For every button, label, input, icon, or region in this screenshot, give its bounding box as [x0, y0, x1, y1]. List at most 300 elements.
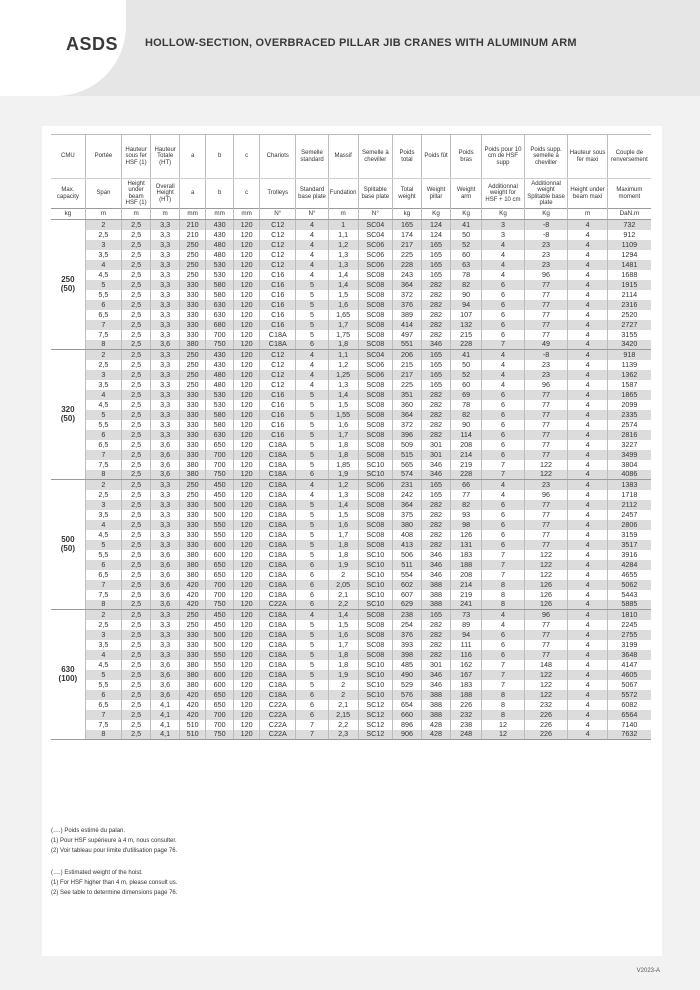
table-cell: 215	[392, 360, 421, 370]
table-row	[51, 520, 651, 530]
table-cell: 12	[482, 720, 525, 730]
table-cell: 2	[328, 690, 358, 700]
table-cell: 4	[568, 700, 607, 710]
table-cell: SC10	[358, 690, 392, 700]
table-cell: 420	[180, 700, 206, 710]
table-row	[51, 550, 651, 560]
headers-en-cell: Fundation	[328, 179, 358, 209]
headers-en-cell: c	[234, 179, 260, 209]
table-cell: 120	[234, 630, 260, 640]
table-cell: 6	[482, 280, 525, 290]
units-cell: Kg	[482, 209, 525, 220]
table-cell: 282	[422, 290, 451, 300]
table-cell: 77	[524, 320, 568, 330]
table-row	[51, 320, 651, 330]
table-cell: 4	[568, 460, 607, 470]
table-cell: 2,5	[122, 390, 151, 400]
table-cell: 330	[180, 430, 206, 440]
units-cell: m	[151, 209, 180, 220]
headers-en-cell: Additionnal weight Splitable base plate	[524, 179, 568, 209]
table-row	[51, 680, 651, 690]
table-cell: C12	[260, 350, 296, 360]
table-cell: C16	[260, 420, 296, 430]
table-cell: 122	[524, 670, 568, 680]
table-cell: 330	[180, 510, 206, 520]
table-cell: C18A	[260, 690, 296, 700]
table-cell: 2112	[607, 500, 651, 510]
table-cell: 700	[206, 450, 234, 460]
table-cell: 1,9	[328, 470, 358, 480]
units-cell: N°	[358, 209, 392, 220]
table-cell: 4	[568, 500, 607, 510]
table-cell: 6	[482, 310, 525, 320]
table-cell: 732	[607, 220, 651, 230]
headers-fr-cell: Portée	[85, 135, 121, 179]
table-cell: 282	[422, 420, 451, 430]
table-cell: 3,3	[151, 490, 180, 500]
table-row	[51, 400, 651, 410]
table-cell: 6	[482, 530, 525, 540]
table-cell: 3,6	[151, 550, 180, 560]
table-cell: 430	[206, 230, 234, 240]
table-cell: 3,5	[85, 250, 121, 260]
table-cell: 1915	[607, 280, 651, 290]
table-cell: 1,8	[328, 660, 358, 670]
table-cell: SC08	[358, 310, 392, 320]
table-cell: SC06	[358, 250, 392, 260]
table-cell: 126	[524, 600, 568, 610]
table-cell: 120	[234, 250, 260, 260]
headers-en-cell: Total weight	[392, 179, 421, 209]
table-cell: SC06	[358, 480, 392, 490]
table-cell: 330	[180, 320, 206, 330]
table-cell: 120	[234, 310, 260, 320]
table-cell: SC12	[358, 720, 392, 730]
table-cell: 4	[296, 480, 328, 490]
table-cell: 120	[234, 270, 260, 280]
table-cell: 4	[482, 250, 525, 260]
table-cell: SC06	[358, 240, 392, 250]
table-cell: 7632	[607, 730, 651, 740]
table-cell: 4	[296, 260, 328, 270]
table-cell: 6	[296, 560, 328, 570]
table-cell: 120	[234, 620, 260, 630]
table-cell: 8	[482, 690, 525, 700]
table-cell: 4	[568, 620, 607, 630]
table-cell: 5	[296, 620, 328, 630]
table-cell: 7,5	[85, 590, 121, 600]
table-cell: 120	[234, 280, 260, 290]
table-cell: 2457	[621, 509, 638, 519]
table-cell: SC10	[358, 670, 392, 680]
capacity-sub-value: (50)	[60, 543, 75, 553]
table-cell: 330	[180, 310, 206, 320]
table-cell: 5	[296, 630, 328, 640]
table-cell: 2,1	[328, 590, 358, 600]
table-row	[51, 600, 651, 610]
page-header	[0, 0, 700, 96]
table-cell: 2	[328, 680, 358, 690]
table-cell: 3,6	[151, 340, 180, 350]
table-row	[51, 660, 651, 670]
table-cell: 120	[234, 470, 260, 480]
table-cell: 165	[422, 250, 451, 260]
table-row	[51, 620, 651, 630]
table-cell: 5	[296, 640, 328, 650]
table-cell: 250	[180, 620, 206, 630]
table-cell: 515	[392, 450, 421, 460]
capacity-cell	[51, 480, 85, 610]
table-cell: SC08	[358, 290, 392, 300]
headers-en-cell: Height under beam maxi	[568, 179, 607, 209]
table-row	[51, 340, 651, 350]
table-cell: 7	[296, 720, 328, 730]
table-cell: 2,5	[122, 700, 151, 710]
table-cell: 120	[234, 220, 260, 230]
table-cell: 8	[85, 600, 121, 610]
table-cell: 6	[482, 440, 525, 450]
table-cell: 250	[180, 270, 206, 280]
table-cell: 1362	[607, 370, 651, 380]
table-cell: 529	[392, 680, 421, 690]
table-cell: 376	[392, 300, 421, 310]
table-cell: 3,3	[151, 510, 180, 520]
headers-en-cell: Maximum moment	[616, 187, 643, 200]
table-cell: 700	[206, 460, 234, 470]
table-cell: 2,5	[122, 560, 151, 570]
table-cell: 232	[451, 710, 482, 720]
table-cell: 6	[482, 390, 525, 400]
table-cell: 2,5	[122, 660, 151, 670]
table-cell: 5	[296, 500, 328, 510]
table-cell: 750	[206, 340, 234, 350]
table-cell: 3,3	[151, 620, 180, 630]
table-cell: 388	[422, 690, 451, 700]
table-cell: 580	[206, 280, 234, 290]
table-cell: 3	[85, 630, 121, 640]
capacity-sub-value: (100)	[58, 673, 78, 683]
capacity-cell	[51, 350, 85, 480]
table-cell: C18A	[260, 490, 296, 500]
table-cell: 2,5	[122, 550, 151, 560]
table-cell: SC08	[358, 340, 392, 350]
table-cell: 510	[180, 720, 206, 730]
table-cell: 120	[234, 290, 260, 300]
table-cell: 301	[422, 660, 451, 670]
table-cell: 4	[568, 410, 607, 420]
table-cell: 2,5	[122, 520, 151, 530]
table-cell: 6	[85, 300, 121, 310]
table-cell: 2,5	[122, 400, 151, 410]
table-cell: C12	[260, 370, 296, 380]
table-cell: 4,1	[151, 730, 180, 740]
table-cell: SC08	[358, 500, 392, 510]
table-cell: 208	[451, 570, 482, 580]
table-cell: 4,5	[85, 270, 121, 280]
table-cell: C18A	[260, 630, 296, 640]
table-cell: 550	[206, 660, 234, 670]
table-cell: 2,5	[122, 470, 151, 480]
capacity-group	[51, 350, 651, 480]
table-cell: 8	[482, 700, 525, 710]
table-cell: 5062	[607, 580, 651, 590]
table-cell: C22A	[260, 720, 296, 730]
table-cell: 420	[180, 590, 206, 600]
table-cell: 6	[482, 290, 525, 300]
table-row	[51, 280, 651, 290]
table-cell: 2	[85, 350, 121, 360]
table-cell: 3,6	[151, 440, 180, 450]
table-cell: 1294	[621, 249, 638, 259]
table-row	[51, 710, 651, 720]
table-cell: 330	[180, 640, 206, 650]
table-cell: 6	[482, 410, 525, 420]
table-cell: 2,5	[122, 670, 151, 680]
table-cell: 1383	[607, 480, 651, 490]
table-cell: 77	[524, 410, 568, 420]
headers-en-cell: Trolleys	[260, 179, 296, 209]
table-cell: 77	[524, 390, 568, 400]
capacity-sub-value: (50)	[60, 413, 75, 423]
table-cell: -8	[524, 220, 568, 230]
table-cell: 120	[234, 710, 260, 720]
table-cell: 330	[180, 530, 206, 540]
table-cell: 700	[206, 720, 234, 730]
table-cell: 1,8	[328, 650, 358, 660]
table-cell: 2	[85, 610, 121, 620]
table-cell: 5572	[607, 690, 651, 700]
table-cell: 750	[206, 600, 234, 610]
table-cell: 4	[482, 360, 525, 370]
table-cell: 206	[392, 350, 421, 360]
table-cell: C16	[260, 270, 296, 280]
table-cell: 600	[206, 540, 234, 550]
headers-fr-cell: Poids fût	[422, 135, 451, 179]
table-cell: 132	[451, 320, 482, 330]
table-cell: 120	[234, 430, 260, 440]
table-cell: 2,5	[122, 360, 151, 370]
table-cell: 82	[451, 280, 482, 290]
table-cell: 6	[85, 560, 121, 570]
table-cell: 480	[206, 380, 234, 390]
table-cell: 388	[422, 590, 451, 600]
table-cell: 208	[451, 440, 482, 450]
table-cell: 1,1	[328, 230, 358, 240]
table-cell: 1,2	[328, 360, 358, 370]
table-row	[51, 510, 651, 520]
table-cell: C22A	[260, 600, 296, 610]
table-row	[51, 530, 651, 540]
table-cell: 7	[482, 470, 525, 480]
table-cell: 90	[451, 420, 482, 430]
table-cell: 600	[206, 670, 234, 680]
table-cell: SC10	[358, 550, 392, 560]
table-cell: 282	[422, 430, 451, 440]
table-cell: C18A	[260, 550, 296, 560]
headers-fr-cell: Couple de renversement	[607, 135, 651, 179]
table-cell: 2,5	[122, 230, 151, 240]
table-cell: 225	[392, 380, 421, 390]
table-cell: 375	[392, 510, 421, 520]
table-cell: 6	[482, 640, 525, 650]
table-cell: 3,3	[151, 500, 180, 510]
table-cell: 120	[234, 500, 260, 510]
table-cell: C22A	[260, 730, 296, 740]
table-cell: 1,7	[328, 320, 358, 330]
table-cell: 3,3	[151, 330, 180, 340]
table-cell: 4	[568, 550, 607, 560]
table-cell: C18A	[260, 680, 296, 690]
table-cell: 3227	[621, 439, 638, 449]
table-cell: 551	[392, 340, 421, 350]
table-cell: 3,6	[151, 460, 180, 470]
table-cell: 250	[180, 360, 206, 370]
table-cell: 250	[180, 250, 206, 260]
table-cell: 2,5	[122, 340, 151, 350]
table-cell: 1,6	[328, 630, 358, 640]
table-cell: 78	[451, 270, 482, 280]
table-cell: SC10	[358, 660, 392, 670]
table-cell: 4	[296, 360, 328, 370]
table-cell: 6	[296, 690, 328, 700]
table-row	[51, 490, 651, 500]
table-row	[51, 630, 651, 640]
table-cell: 6	[296, 700, 328, 710]
table-cell: SC08	[358, 490, 392, 500]
table-cell: 490	[392, 670, 421, 680]
table-cell: 4	[568, 590, 607, 600]
table-cell: 3,6	[151, 470, 180, 480]
table-cell: 912	[623, 229, 636, 239]
table-cell: 3,3	[151, 520, 180, 530]
table-cell: 120	[234, 410, 260, 420]
table-cell: C18A	[260, 560, 296, 570]
table-cell: 50	[451, 360, 482, 370]
table-cell: 346	[422, 550, 451, 560]
table-cell: 6	[482, 450, 525, 460]
table-cell: 4	[568, 440, 607, 450]
table-cell: 66	[451, 480, 482, 490]
table-cell: 120	[234, 390, 260, 400]
table-cell: 250	[180, 380, 206, 390]
table-cell: SC04	[358, 350, 392, 360]
headers-fr-cell: Massif	[328, 135, 358, 179]
table-cell: 7	[482, 570, 525, 580]
table-cell: 165	[422, 370, 451, 380]
table-cell: 2,5	[122, 380, 151, 390]
table-cell: 4	[482, 350, 525, 360]
table-cell: 3,6	[151, 670, 180, 680]
table-cell: C12	[260, 380, 296, 390]
table-cell: 215	[451, 330, 482, 340]
table-cell: 6	[482, 540, 525, 550]
table-cell: 6	[482, 300, 525, 310]
table-cell: 330	[180, 290, 206, 300]
table-cell: 3,3	[151, 420, 180, 430]
table-row	[51, 470, 651, 480]
table-cell: 380	[180, 570, 206, 580]
table-cell: 250	[180, 490, 206, 500]
table-cell: 2,1	[328, 700, 358, 710]
table-cell: C18A	[260, 330, 296, 340]
table-cell: 650	[206, 440, 234, 450]
table-cell: 183	[451, 680, 482, 690]
table-cell: 6,5	[85, 440, 121, 450]
table-cell: 630	[206, 310, 234, 320]
table-cell: 250	[180, 610, 206, 620]
table-cell: 2,5	[122, 680, 151, 690]
table-cell: 4	[568, 370, 607, 380]
table-cell: 3,3	[151, 610, 180, 620]
table-cell: 2,5	[122, 370, 151, 380]
table-cell: 7140	[621, 719, 638, 729]
table-cell: 3,3	[151, 260, 180, 270]
table-cell: C18A	[260, 340, 296, 350]
table-cell: 4,5	[85, 400, 121, 410]
table-cell: 906	[392, 730, 421, 740]
table-cell: 1,2	[328, 480, 358, 490]
capacity-value: 250	[61, 275, 75, 285]
table-cell: 380	[180, 670, 206, 680]
table-cell: 420	[180, 580, 206, 590]
table-row	[51, 570, 651, 580]
table-cell: 398	[392, 650, 421, 660]
table-cell: 3,6	[151, 690, 180, 700]
table-cell: 2,5	[122, 300, 151, 310]
table-cell: 120	[234, 320, 260, 330]
table-cell: SC10	[358, 570, 392, 580]
table-cell: 98	[451, 520, 482, 530]
table-cell: 2727	[607, 320, 651, 330]
table-row	[51, 250, 651, 260]
table-cell: 1,6	[328, 520, 358, 530]
table-cell: SC10	[358, 560, 392, 570]
table-cell: 4	[568, 290, 607, 300]
table-cell: 428	[422, 730, 451, 740]
table-cell: 330	[180, 400, 206, 410]
table-cell: 219	[451, 460, 482, 470]
capacity-group	[51, 480, 651, 610]
table-cell: 1,25	[328, 370, 358, 380]
table-cell: 2,5	[122, 430, 151, 440]
table-cell: 5	[296, 300, 328, 310]
table-cell: 7	[482, 550, 525, 560]
table-cell: 4	[482, 240, 525, 250]
table-row	[51, 460, 651, 470]
table-cell: 4	[568, 430, 607, 440]
table-cell: SC08	[358, 540, 392, 550]
table-cell: 4	[296, 220, 328, 230]
table-cell: C16	[260, 430, 296, 440]
table-row	[51, 230, 651, 240]
table-cell: 120	[234, 670, 260, 680]
table-cell: 250	[180, 370, 206, 380]
table-cell: 7	[482, 560, 525, 570]
table-cell: 5	[296, 510, 328, 520]
table-cell: 4	[568, 600, 607, 610]
table-cell: C18A	[260, 450, 296, 460]
headers-en-cell: Max. capacity	[51, 179, 85, 209]
table-cell: SC04	[358, 230, 392, 240]
table-cell: 214	[451, 450, 482, 460]
table-cell: 120	[234, 480, 260, 490]
table-cell: C16	[260, 310, 296, 320]
table-cell: 4	[296, 380, 328, 390]
table-cell: 120	[234, 600, 260, 610]
table-cell: 2,5	[122, 630, 151, 640]
table-cell: SC12	[358, 730, 392, 740]
table-cell: C18A	[260, 440, 296, 450]
